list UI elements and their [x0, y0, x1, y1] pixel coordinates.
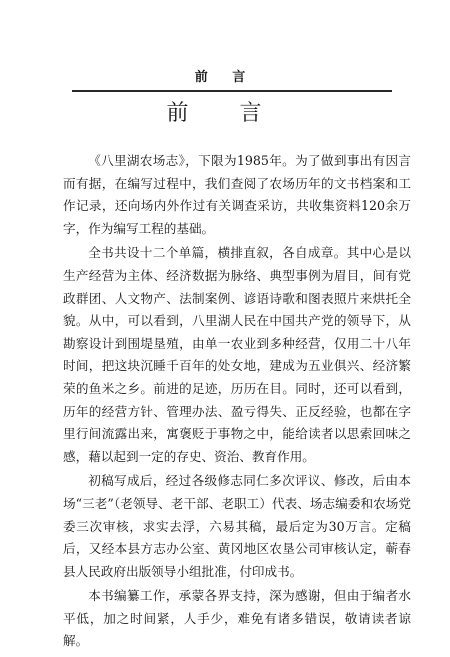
paragraph-3: 初稿写成后，经过各级修志同仁多次评议、修改，后由本场“三老”（老领导、老干部、老职工）代表、场志编委和农场党委三次审核，求实去浮，六易其稿，最后定为30万言。定稿后，又经本县方志办公室、黄冈地区农垦公司审核认定，蕲春县人民政府出版领导小组批准，付印成书。: [63, 473, 411, 579]
paragraph-4: 本书编纂工作，承蒙各界支持，深为感谢，但由于编者水平低，加之时间紧，人手少，难免有诸多错误，敬请读者谅解。: [63, 588, 411, 649]
chapter-title: 前 言: [166, 101, 284, 126]
body-text: [63, 150, 411, 653]
running-head: 前 言: [194, 70, 256, 85]
paragraph-1: 《八里湖农场志》，下限为1985年。为了做到事出有因言而有据，在编写过程中，我们查阅了农场历年的文书档案和工作记录，还向场内外作过有关调查采访，共收集资料120余万字，作为编写工程的基础。: [63, 153, 411, 236]
paragraph-2: 全书共设十二个单篇，横排直叙，各自成章。其中心是以生产经营为主体、经济数据为脉络、典型事例为眉目，间有党政群团、人文物产、法制案例、谚语诗歌和图表照片来烘托全貌。从中，可以看到，八里湖人民在中国共产党的领导下，从勘察设计到围堤垦殖，由单一农业到多种经营，仅用二十八年时间，把这块沉睡千百年的处女地，建成为五业俱兴、经济繁荣的鱼米之乡。前进的足迹，历历在目。同时，还可以看到，历年的经营方针、管理办法、盈亏得失、正反经验，也都在字里行间流露出来，寓褒贬于事物之中，能给读者以思索回味之感，藉以起到一定的存史、资治、教育作用。: [63, 245, 411, 464]
header-rule: [72, 90, 392, 92]
